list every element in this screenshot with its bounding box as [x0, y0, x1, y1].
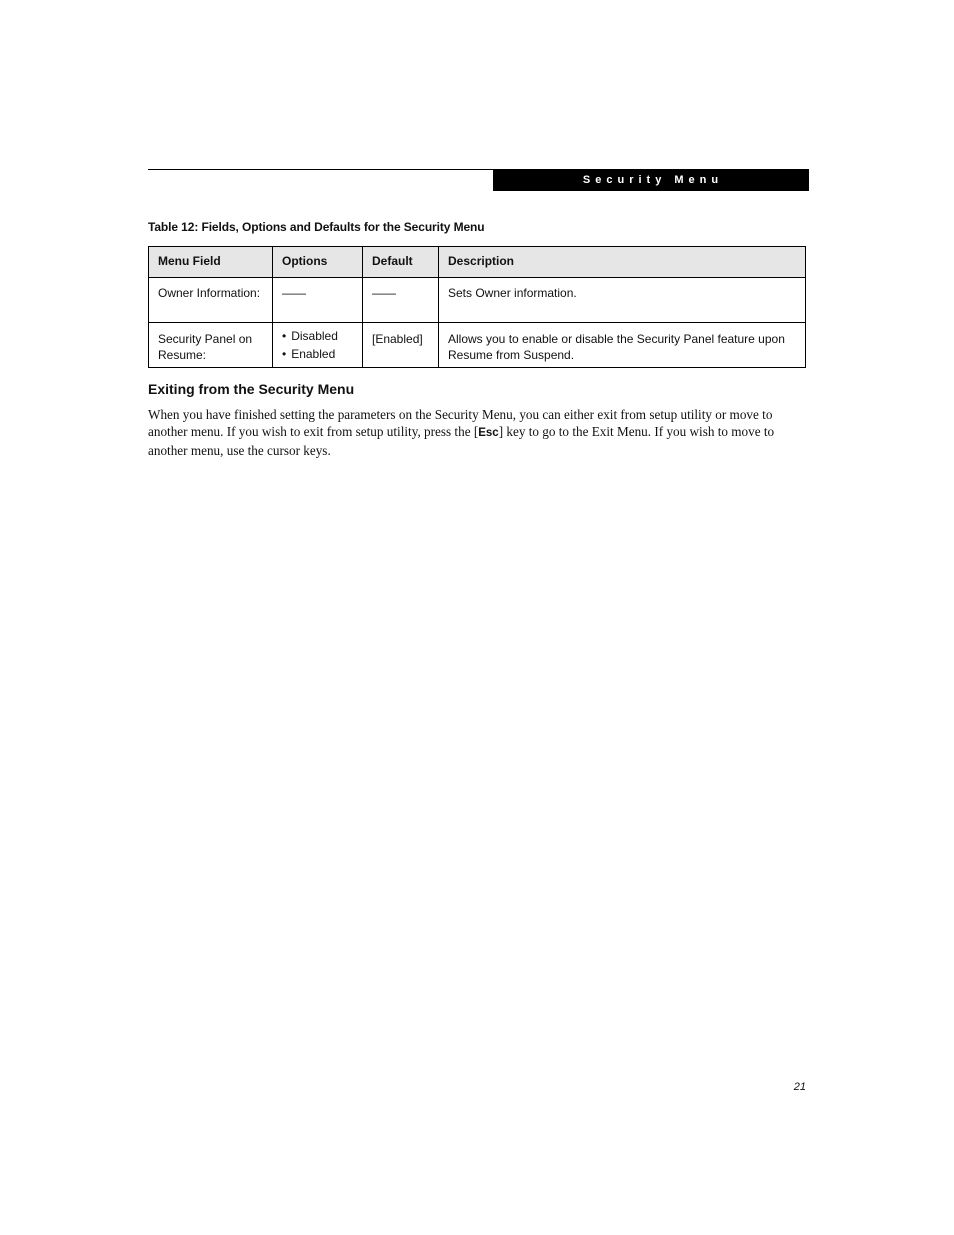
cell-menu-field: Security Panel on Resume:	[149, 323, 273, 368]
column-header-menu-field: Menu Field	[149, 247, 273, 278]
options-list	[282, 327, 353, 363]
column-header-default: Default	[363, 247, 439, 278]
cell-default: ——	[363, 278, 439, 323]
table-header-row	[149, 247, 806, 278]
column-header-description: Description	[439, 247, 806, 278]
running-header-title: Security Menu	[582, 174, 724, 186]
cell-description: Allows you to enable or disable the Security Panel feature upon Resume from Suspend.	[439, 323, 806, 368]
esc-key-label: Esc	[478, 427, 499, 439]
section-heading: Exiting from the Security Menu	[148, 381, 355, 397]
cell-options: ——	[273, 278, 363, 323]
security-menu-table	[148, 246, 806, 368]
cell-menu-field: Owner Information:	[149, 278, 273, 323]
header-rule	[148, 169, 493, 170]
paragraph-text-after-key: ] key to go to the Exit Menu. If you wish to move to another menu, use the cursor keys.	[148, 424, 775, 458]
table-caption: Table 12: Fields, Options and Defaults for the Security Menu	[148, 220, 485, 234]
cell-default: [Enabled]	[363, 323, 439, 368]
option-item: • Disabled	[282, 327, 353, 345]
column-header-options: Options	[273, 247, 363, 278]
table-row	[149, 323, 806, 368]
page-number: 21	[793, 1081, 806, 1093]
running-header	[493, 169, 809, 191]
option-item: • Enabled	[282, 345, 353, 363]
paragraph-text-before-key: When you have finished setting the parameters on the Security Menu, you can either exit from setup utility or move to another menu. If you wish to exit from setup utility, press the [	[148, 407, 773, 439]
cell-description: Sets Owner information.	[439, 278, 806, 323]
cell-options	[273, 323, 363, 368]
table-row	[149, 278, 806, 323]
body-paragraph	[148, 406, 808, 459]
